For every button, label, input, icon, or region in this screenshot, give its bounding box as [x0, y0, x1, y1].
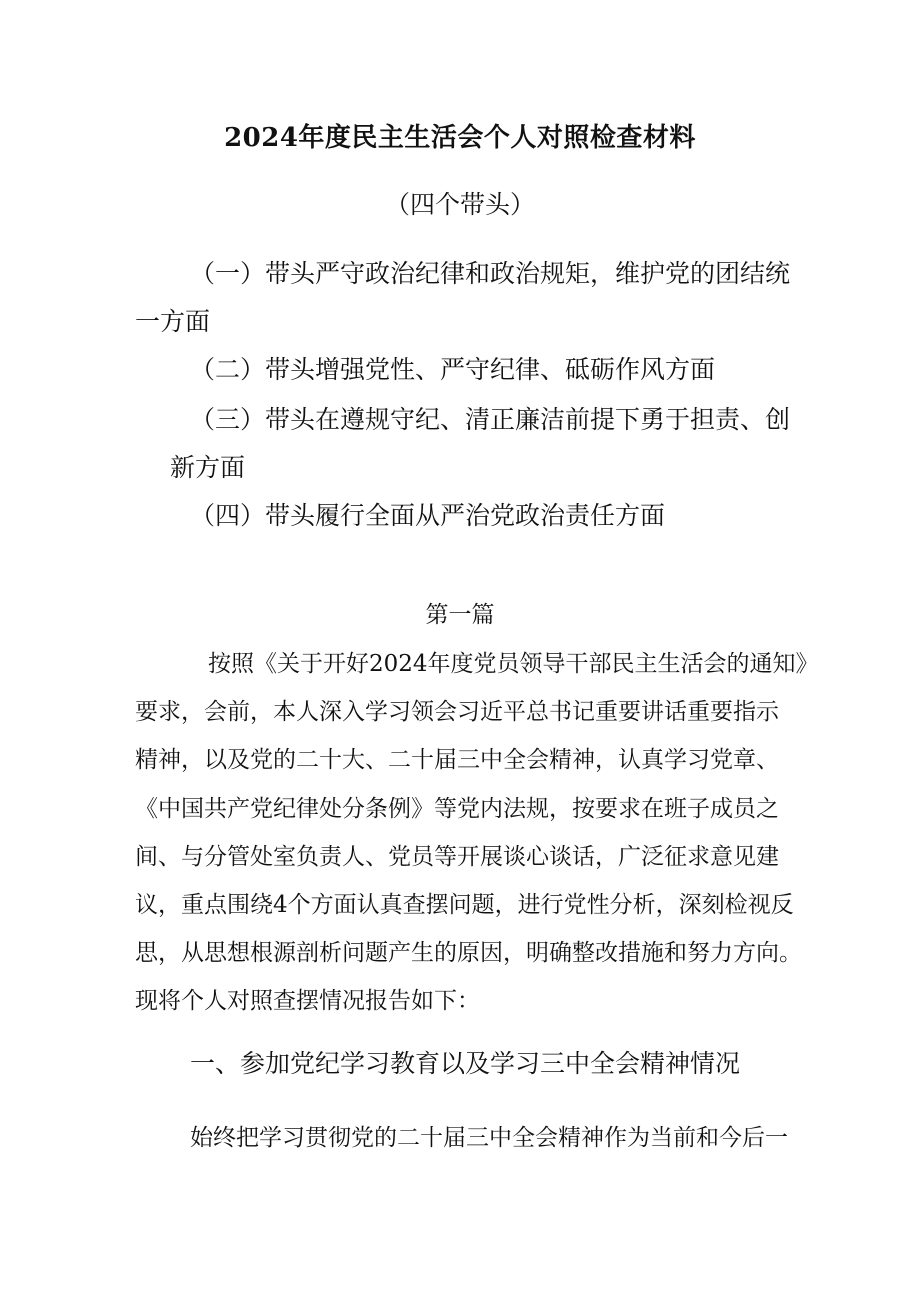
document-subtitle: （四个带头） — [384, 190, 535, 219]
item-1-line-2: 一方面 — [135, 307, 211, 336]
item-1-line-1: （一）带头严守政治纪律和政治规矩，维护党的团结统 — [190, 259, 791, 288]
intro-line: 议，重点围绕4个方面认真查摆问题，进行党性分析，深刻检视反 — [135, 892, 794, 918]
paragraph-line: 始终把学习贯彻党的二十届三中全会精神作为当前和今后一 — [190, 1125, 788, 1151]
intro-line: 思，从思想根源剖析问题产生的原因，明确整改措施和努力方向。 — [135, 940, 802, 966]
item-3-line-2: 新方面 — [170, 453, 246, 482]
section-heading-1: 一、参加党纪学习教育以及学习三中全会精神情况 — [190, 1049, 741, 1078]
intro-line: 精神，以及党的二十大、二十届三中全会精神，认真学习党章、 — [135, 747, 779, 773]
item-3-line-1: （三）带头在遵规守纪、清正廉洁前提下勇于担责、创 — [190, 405, 791, 434]
item-2-line-1: （二）带头增强党性、严守纪律、砥砺作风方面 — [190, 355, 716, 384]
section-title: 第一篇 — [425, 602, 495, 628]
intro-line: 现将个人对照查摆情况报告如下： — [135, 988, 480, 1014]
intro-line: 要求，会前，本人深入学习领会习近平总书记重要讲话重要指示 — [135, 699, 779, 725]
intro-line: 按照《关于开好2024年度党员领导干部民主生活会的通知》 — [208, 651, 819, 677]
intro-line: 间、与分管处室负责人、党员等开展谈心谈话，广泛征求意见建 — [135, 844, 779, 870]
item-4-line-1: （四）带头履行全面从严治党政治责任方面 — [190, 501, 666, 530]
intro-line: 《中国共产党纪律处分条例》等党内法规，按要求在班子成员之 — [135, 796, 779, 822]
document-title: 2024年度民主生活会个人对照检查材料 — [224, 123, 696, 153]
